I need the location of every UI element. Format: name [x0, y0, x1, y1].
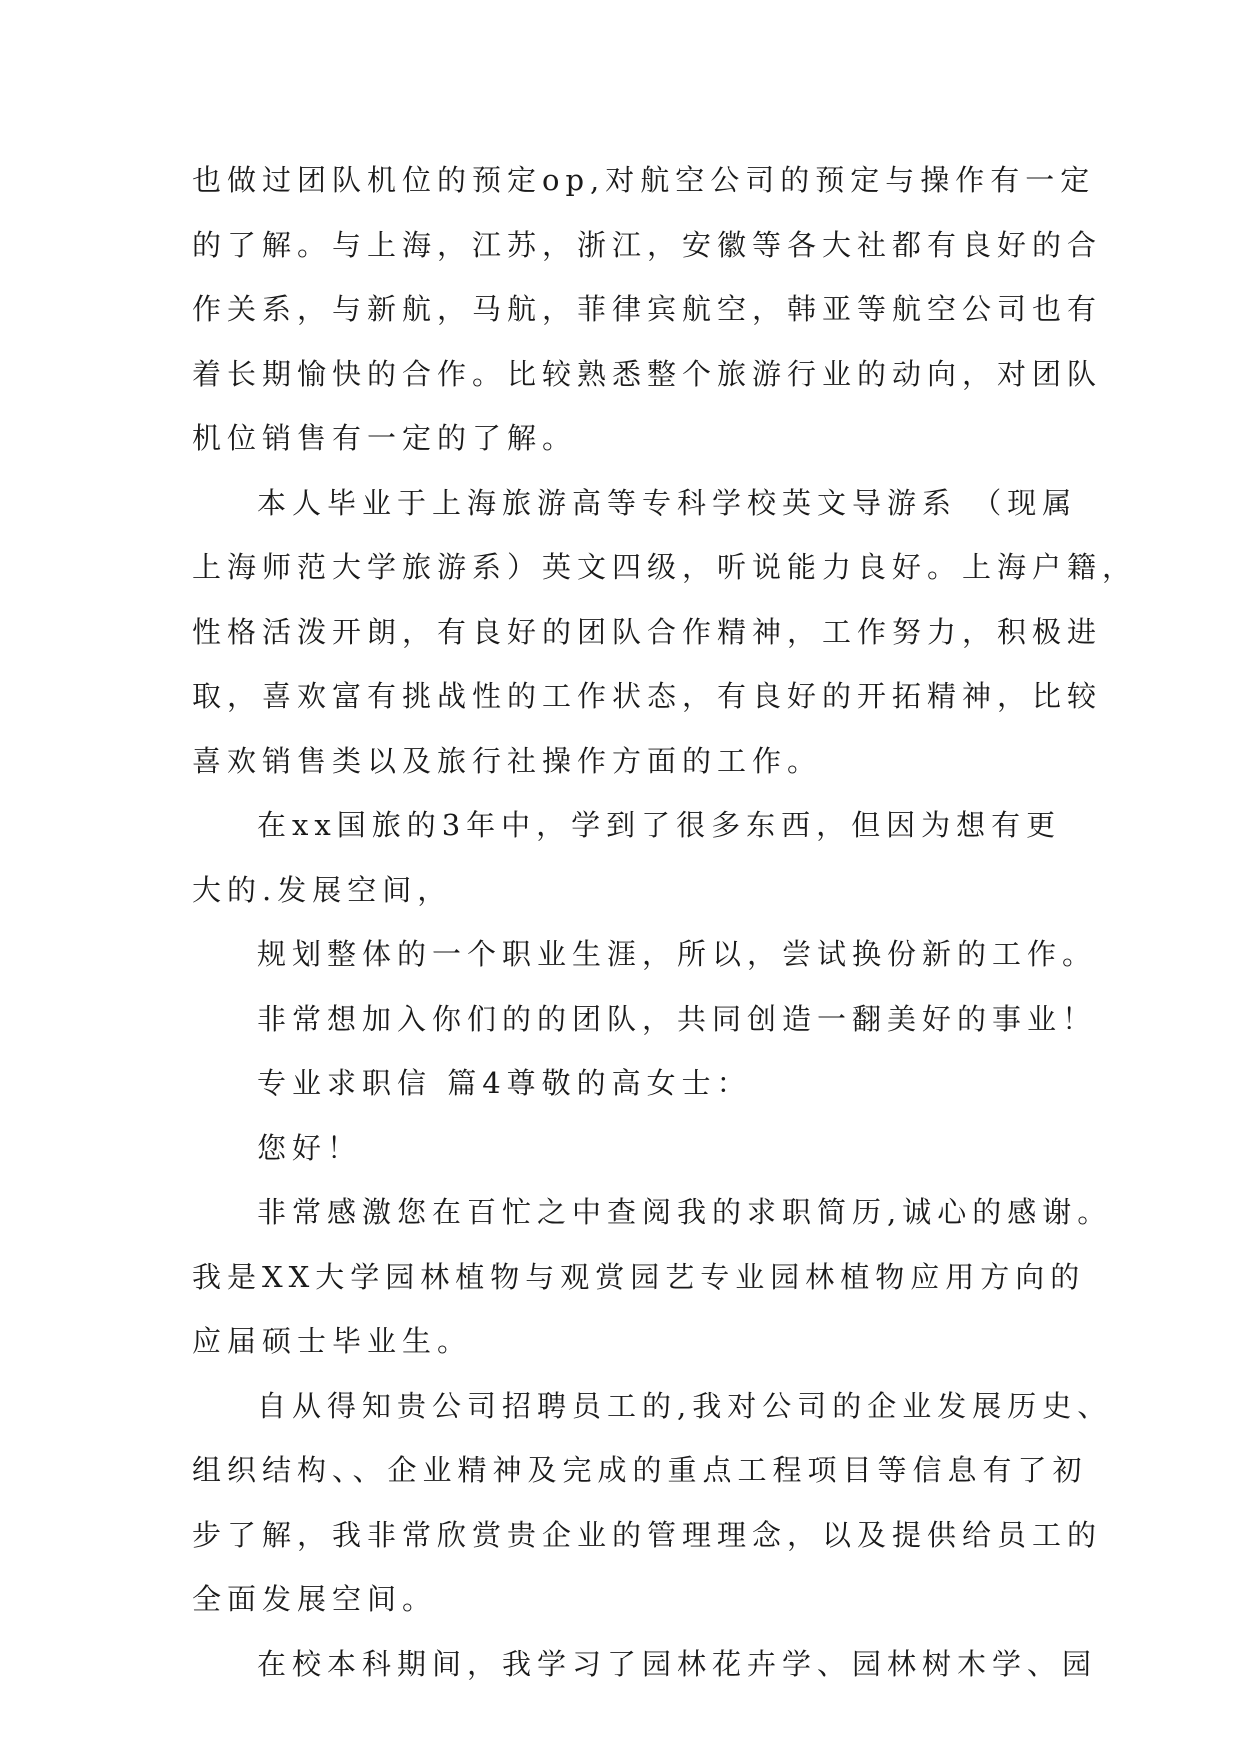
text-line: 您好！ [257, 1130, 363, 1165]
text-line: 规划整体的一个职业生涯，所以，尝试换份新的工作。 [257, 937, 1098, 971]
text-line: 性格活泼开朗，有良好的团队合作精神，工作努力，积极进 [192, 614, 1103, 649]
text-line: 也做过团队机位的预定op,对航空公司的预定与操作有一定 [192, 163, 1096, 197]
text-line: 取，喜欢富有挑战性的工作状态，有良好的开拓精神，比较 [192, 679, 1103, 713]
text-line: 非常想加入你们的的团队，共同创造一翻美好的事业！ [257, 1001, 1098, 1036]
text-line: 专业求职信 篇4尊敬的高女士： [257, 1066, 752, 1100]
text-line: 在校本科期间，我学习了园林花卉学、园林树木学、园 [257, 1646, 1098, 1681]
text-line: 非常感激您在百忙之中查阅我的求职简历,诚心的感谢。 [257, 1195, 1113, 1229]
text-line: 大的.发展空间， [192, 872, 453, 907]
text-line: 自从得知贵公司招聘员工的,我对公司的企业发展历史、 [257, 1388, 1113, 1423]
text-line: 步了解，我非常欣赏贵企业的管理理念，以及提供给员工的 [192, 1517, 1103, 1552]
text-line: 组织结构、、企业精神及完成的重点工程项目等信息有了初 [192, 1453, 1088, 1487]
text-line: 我是XX大学园林植物与观赏园艺专业园林植物应用方向的 [192, 1259, 1086, 1294]
text-line: 作关系，与新航，马航，菲律宾航空，韩亚等航空公司也有 [192, 292, 1103, 326]
text-line: 的了解。与上海，江苏，浙江，安徽等各大社都有良好的合 [192, 227, 1103, 262]
text-line: 应届硕士毕业生。 [192, 1324, 473, 1358]
text-line: 着长期愉快的合作。比较熟悉整个旅游行业的动向，对团队 [192, 356, 1103, 391]
text-line: 全面发展空间。 [192, 1582, 438, 1616]
text-line: 上海师范大学旅游系）英文四级，听说能力良好。上海户籍， [192, 550, 1138, 584]
text-line: 喜欢销售类以及旅行社操作方面的工作。 [192, 743, 823, 778]
text-line: 本人毕业于上海旅游高等专科学校英文导游系 （现属 [257, 485, 1078, 520]
text-line: 在xx国旅的3年中，学到了很多东西，但因为想有更 [257, 808, 1062, 842]
text-line: 机位销售有一定的了解。 [192, 421, 578, 455]
document-body [192, 148, 1138, 1696]
